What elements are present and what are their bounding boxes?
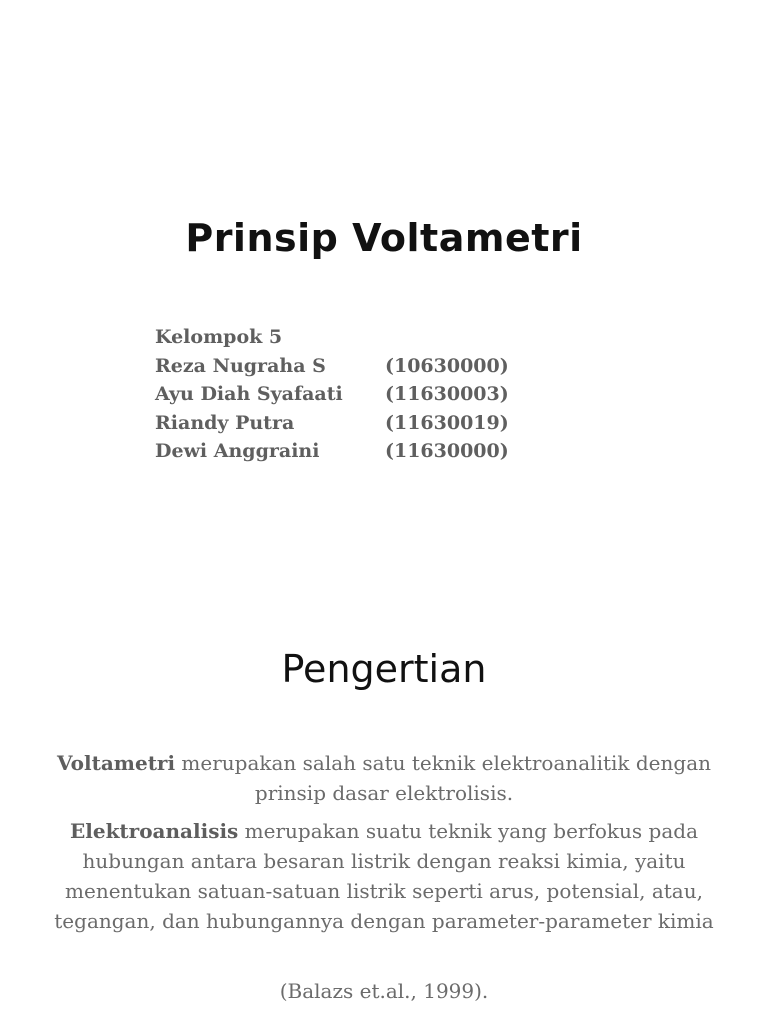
member-id: (11630003)	[385, 383, 509, 405]
member-row	[155, 409, 509, 438]
group-info	[155, 323, 509, 466]
slide-title: Prinsip Voltametri	[185, 216, 583, 260]
member-name: Dewi Anggraini	[155, 440, 320, 462]
member-row	[155, 437, 509, 466]
member-name: Ayu Diah Syafaati	[155, 383, 343, 405]
definition-text: merupakan salah satu teknik elektroanalitik dengan prinsip dasar elektrolisis.	[175, 751, 712, 805]
member-name: Reza Nugraha S	[155, 354, 326, 377]
member-id: (11630000)	[385, 440, 509, 462]
term-elektroanalisis: Elektroanalisis	[70, 819, 239, 843]
citation: (Balazs et.al., 1999).	[279, 979, 489, 1003]
member-id: (10630000)	[385, 354, 509, 377]
member-row	[155, 352, 509, 381]
section-title: Pengertian	[281, 647, 487, 691]
term-voltametri: Voltametri	[56, 751, 176, 775]
definition-paragraph-elektroanalisis	[50, 816, 718, 936]
group-label: Kelompok 5	[155, 326, 283, 348]
member-name: Riandy Putra	[155, 411, 295, 434]
definition-paragraph-voltametri	[50, 748, 718, 808]
definition-text: merupakan suatu teknik yang berfokus pada hubungan antara besaran listrik dengan reaksi kimia, yaitu menentukan satuan-satuan listrik seperti arus, potensial, atau, tegangan, dan hubungannya dengan parameter-parameter kimia	[54, 819, 714, 933]
member-id: (11630019)	[385, 411, 509, 434]
member-row	[155, 380, 509, 409]
